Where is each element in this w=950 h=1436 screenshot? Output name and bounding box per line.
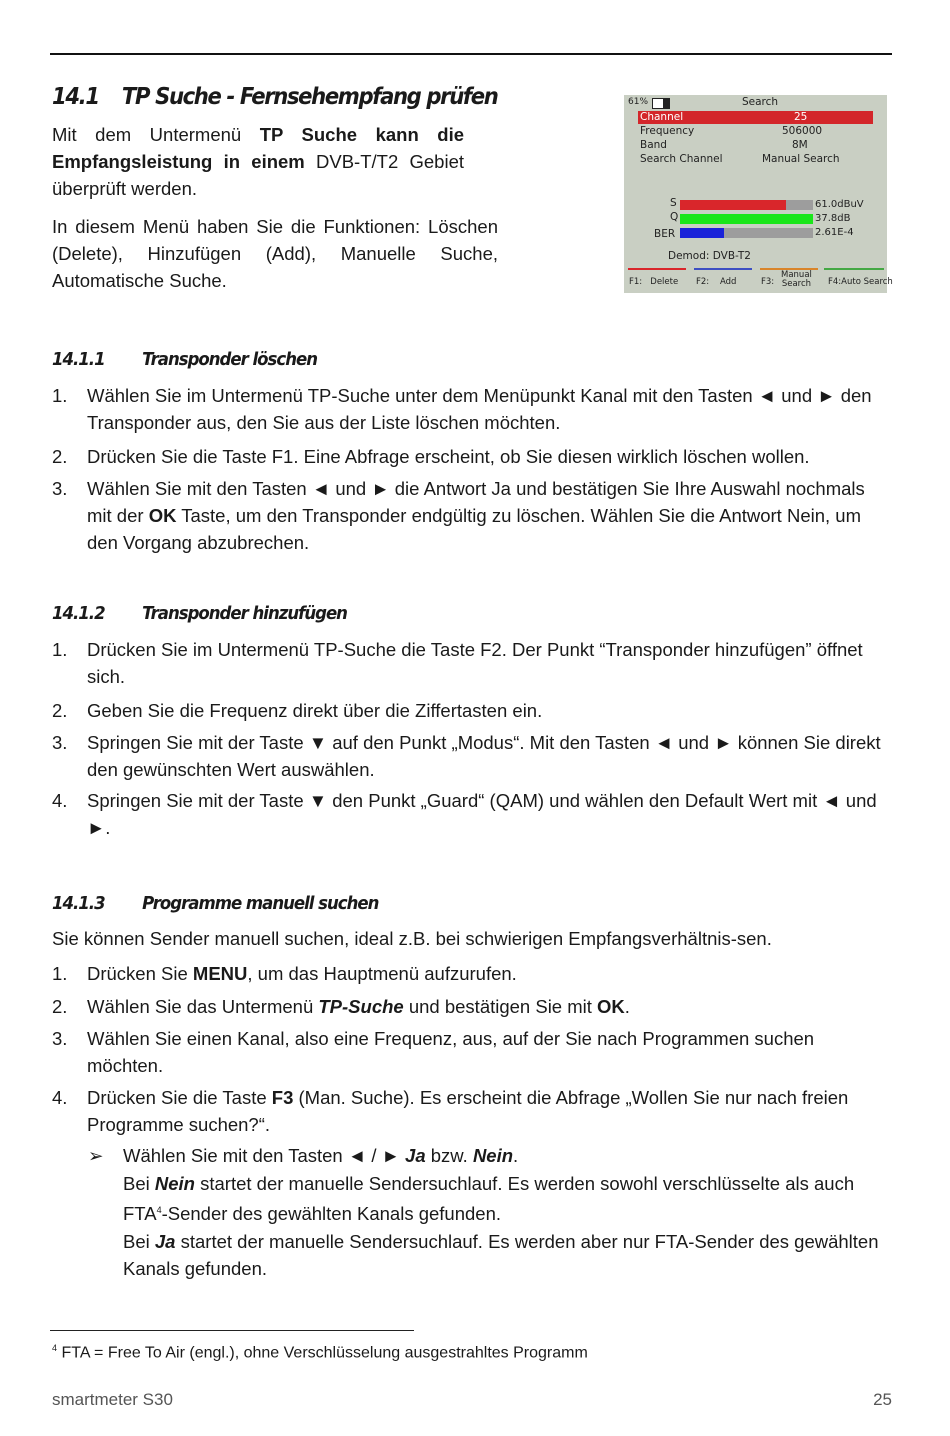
- footer-product-name: smartmeter S30: [52, 1390, 173, 1409]
- sub-list-item: ➢ Wählen Sie mit den Tasten ◄ / ► Ja bzw. Nein. Bei Nein startet der manuelle Sendersuchlauf. Es werden sowohl verschlüsselte als auch FTA$^4$-Sender des gewählten Kanals gefunden. Bei Ja startet der manuelle Sendersuchlauf. Es werden aber nur FTA-Sender des gewählten Kanals gefunden.: [88, 1142, 888, 1283]
- footnote: $^4$ FTA = Free To Air (engl.), ohne Verschlüsselung ausgestrahltes Programm: [52, 1343, 588, 1362]
- list-item: 3. Wählen Sie einen Kanal, also eine Frequenz, aus, auf der Sie nach Programmen suchen möchten.: [52, 1028, 815, 1076]
- ber-bar: [680, 228, 724, 238]
- fkey-color-line: [824, 268, 884, 270]
- footnote-rule: [50, 1330, 414, 1331]
- meter-label: Q: [670, 211, 679, 223]
- row-label: Frequency: [640, 125, 695, 137]
- row-label: Band: [640, 139, 667, 151]
- fkey-f3: F3:: [761, 277, 775, 287]
- list-item: 1. Wählen Sie im Untermenü TP-Suche unter dem Menüpunkt Kanal mit den Tasten ◄ und ► den Transponder aus, den Sie aus der Liste löschen möchten.: [52, 385, 872, 433]
- signal-meter: [680, 200, 813, 210]
- demod-label: Demod: DVB-T2: [668, 250, 751, 262]
- device-search-screenshot: [624, 95, 893, 293]
- list-item: 4. Springen Sie mit der Taste ▼ den Punkt „Guard“ (QAM) und wählen den Default Wert mit ◄ und ►.: [52, 790, 877, 838]
- arrow-bullet-icon: ➢: [88, 1145, 104, 1166]
- subsection-heading-manual-search: 14.1.3 Programme manuell suchen: [52, 893, 379, 914]
- signal-bar: [680, 200, 786, 210]
- quality-bar: [680, 214, 813, 224]
- row-value: 25: [794, 111, 808, 123]
- fkey-color-line: [628, 268, 686, 270]
- fkey-color-line: [694, 268, 752, 270]
- list-item: 4. Drücken Sie die Taste F3 (Man. Suche). Es erscheint die Abfrage „Wollen Sie nur nach freien Programme suchen?“.: [52, 1087, 849, 1135]
- manual-search-intro: Sie können Sender manuell suchen, ideal z.B. bei schwierigen Empfangsverhältnis-sen.: [52, 928, 772, 949]
- meter-value: 37.8dB: [815, 213, 851, 224]
- list-item: 1. Drücken Sie MENU, um das Hauptmenü aufzurufen.: [52, 963, 517, 984]
- quality-meter: [680, 214, 813, 224]
- list-item: 2. Wählen Sie das Untermenü TP-Suche und bestätigen Sie mit OK.: [52, 996, 630, 1017]
- intro-paragraph-2: In diesem Menü haben Sie die Funktionen: Löschen (Delete), Hinzufügen (Add), Manuelle Suche, Automatische Suche.: [52, 216, 498, 291]
- heading-title: TP Suche - Fernsehempfang prüfen: [121, 84, 498, 110]
- battery-percent: 61%: [628, 97, 649, 107]
- intro-paragraph-1: Mit dem Untermenü TP Suche kann die Empfangsleistung in einem DVB-T/T2 Gebiet überprüft werden.: [52, 124, 464, 199]
- fkey-f3-label: Manual Search: [781, 270, 812, 289]
- list-item: 3. Springen Sie mit der Taste ▼ auf den Punkt „Modus“. Mit den Tasten ◄ und ► können Sie direkt den gewünschten Wert auswählen.: [52, 732, 881, 780]
- row-value: 506000: [782, 125, 823, 137]
- fkey-f2: F2: Add: [696, 277, 737, 287]
- subsection-heading-add: 14.1.2 Transponder hinzufügen: [52, 603, 347, 624]
- row-value: 8M: [792, 139, 808, 151]
- fkey-f4: F4:Auto Search: [828, 277, 893, 287]
- meter-label: BER: [654, 228, 676, 240]
- battery-icon: [652, 98, 670, 109]
- screen-title: Search: [742, 96, 779, 108]
- list-item: 1. Drücken Sie im Untermenü TP-Suche die Taste F2. Der Punkt “Transponder hinzufügen” öffnet sich.: [52, 639, 863, 687]
- heading-number: 14.1: [52, 84, 99, 110]
- ber-meter: [680, 228, 813, 238]
- top-rule: [50, 53, 892, 55]
- list-item: 2. Drücken Sie die Taste F1. Eine Abfrage erscheint, ob Sie diesen wirklich löschen wollen.: [52, 446, 810, 467]
- fkey-f1: F1: Delete: [629, 277, 679, 287]
- subsection-heading-delete: 14.1.1 Transponder löschen: [52, 349, 317, 370]
- section-heading: [52, 84, 497, 110]
- meter-value: 61.0dBuV: [815, 199, 864, 210]
- row-label: Search Channel: [640, 153, 723, 165]
- list-item: 3. Wählen Sie mit den Tasten ◄ und ► die Antwort Ja und bestätigen Sie Ihre Auswahl nochmals mit der OK Taste, um den Transponder endgültig zu löschen. Wählen Sie die Antwort Nein, um den Vorgang abzubrechen.: [52, 478, 865, 553]
- list-item: 2. Geben Sie die Frequenz direkt über die Ziffertasten ein.: [52, 700, 543, 721]
- meter-label: S: [670, 197, 677, 209]
- row-label: Channel: [640, 111, 684, 123]
- meter-value: 2.61E-4: [815, 227, 854, 238]
- row-value: Manual Search: [762, 153, 840, 165]
- page-number: 25: [873, 1390, 892, 1409]
